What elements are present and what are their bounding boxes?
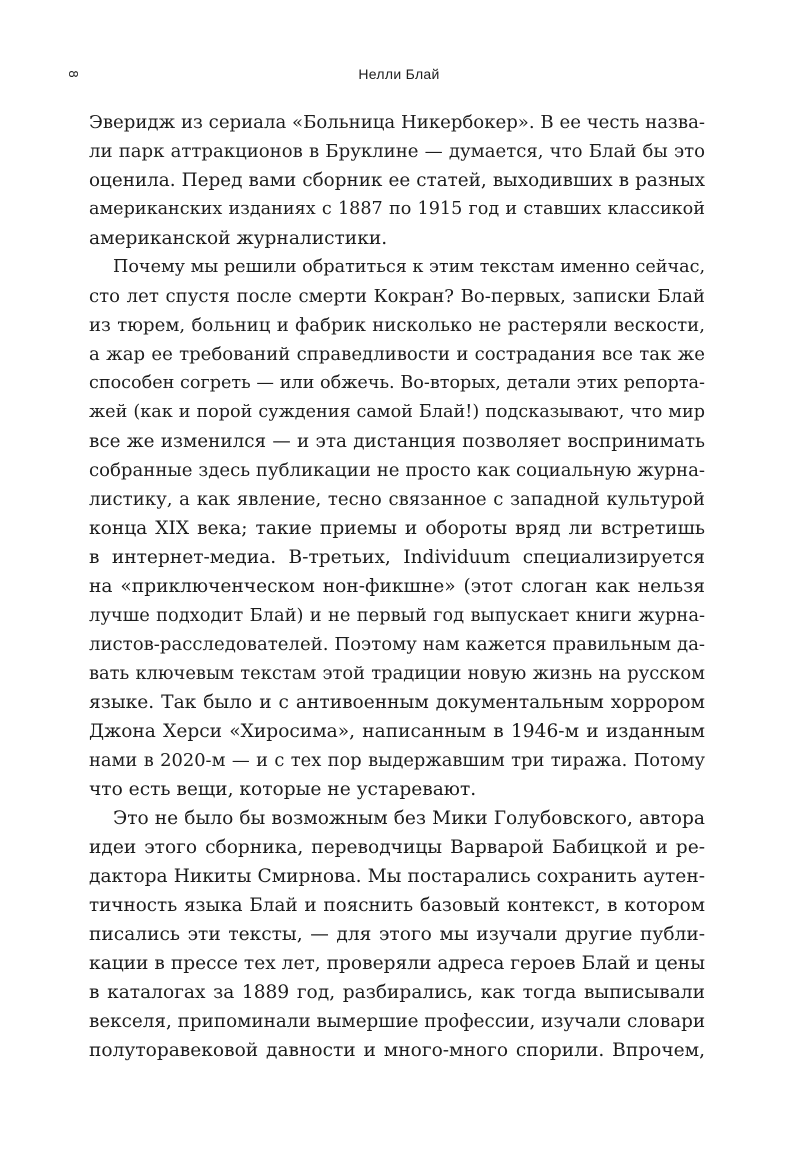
paragraph-3 bbox=[89, 804, 705, 1065]
text-line: вать ключевым текстам этой традиции новую жизнь на русском bbox=[89, 663, 705, 684]
text-line: полуторавековой давности и много-много спорили. Впрочем, bbox=[89, 1040, 705, 1061]
text-line: лучше подходит Блай) и не первый год выпускает книги журна- bbox=[89, 605, 705, 626]
text-line: из тюрем, больниц и фабрик нисколько не растеряли вескости, bbox=[89, 315, 705, 336]
text-line: писались эти тексты, — для этого мы изучали другие публи- bbox=[89, 924, 705, 945]
page-header bbox=[0, 60, 798, 90]
text-line: конца XIX века; такие приемы и обороты вряд ли встретишь bbox=[89, 518, 705, 539]
text-line: листов-расследователей. Поэтому нам кажется правильным да- bbox=[89, 634, 705, 655]
text-line: идеи этого сборника, переводчицы Варварой Бабицкой и ре- bbox=[89, 837, 705, 858]
text-line: а жар ее требований справедливости и сострадания все так же bbox=[89, 344, 705, 365]
text-line: жей (как и порой суждения самой Блай!) подсказывают, что мир bbox=[89, 402, 705, 422]
text-line: тичность языка Блай и пояснить базовый контекст, в котором bbox=[89, 895, 705, 916]
text-line: что есть вещи, которые не устаревают. bbox=[89, 779, 477, 800]
text-line: Почему мы решили обратиться к этим текстам именно сейчас, bbox=[113, 257, 706, 277]
text-line: на «приключенческом нон-фикшне» (этот слоган как нельзя bbox=[89, 576, 705, 597]
text-line: американской журналистики. bbox=[89, 228, 388, 249]
text-line: Эверидж из сериала «Больница Никербокер». В ее честь назва- bbox=[89, 112, 705, 133]
text-line: американских изданиях с 1887 по 1915 год и ставших классикой bbox=[89, 199, 705, 219]
paragraph-1 bbox=[89, 108, 705, 253]
text-line: все же изменился — и эта дистанция позволяет воспринимать bbox=[89, 431, 705, 452]
paragraph-2 bbox=[89, 253, 705, 804]
body-text bbox=[89, 108, 705, 1065]
text-line: способен согреть — или обжечь. Во-вторых, детали этих репорта- bbox=[89, 373, 705, 393]
text-line: кации в прессе тех лет, проверяли адреса героев Блай и цены bbox=[89, 953, 705, 974]
running-title: Нелли Блай bbox=[358, 66, 440, 82]
text-line: ли парк аттракционов в Бруклине — думается, что Блай бы это bbox=[89, 141, 705, 162]
text-line: в интернет-медиа. В-третьих, Individuum специализируется bbox=[89, 547, 705, 568]
text-line: языке. Так было и с антивоенным документальным хоррором bbox=[89, 692, 705, 713]
text-line: нами в 2020-м — и с тех пор выдержавшим три тиража. Потому bbox=[89, 750, 705, 771]
text-line: листику, а как явление, тесно связанное с западной культурой bbox=[89, 489, 705, 510]
text-line: сто лет спустя после смерти Кокран? Во-первых, записки Блай bbox=[89, 286, 705, 307]
text-line: Это не было бы возможным без Мики Голубовского, автора bbox=[113, 808, 705, 829]
text-line: в каталогах за 1889 год, разбирались, как тогда выписывали bbox=[89, 982, 705, 1003]
text-line: дактора Никиты Смирнова. Мы постарались сохранить аутен- bbox=[89, 866, 705, 887]
text-line: Джона Херси «Хиросима», написанным в 1946-м и изданным bbox=[89, 721, 705, 742]
text-line: собранные здесь публикации не просто как социальную журна- bbox=[89, 460, 705, 481]
page-number: 8 bbox=[66, 70, 81, 78]
text-line: векселя, припоминали вымершие профессии, изучали словари bbox=[89, 1011, 706, 1032]
text-line: оценила. Перед вами сборник ее статей, выходивших в разных bbox=[89, 170, 705, 191]
